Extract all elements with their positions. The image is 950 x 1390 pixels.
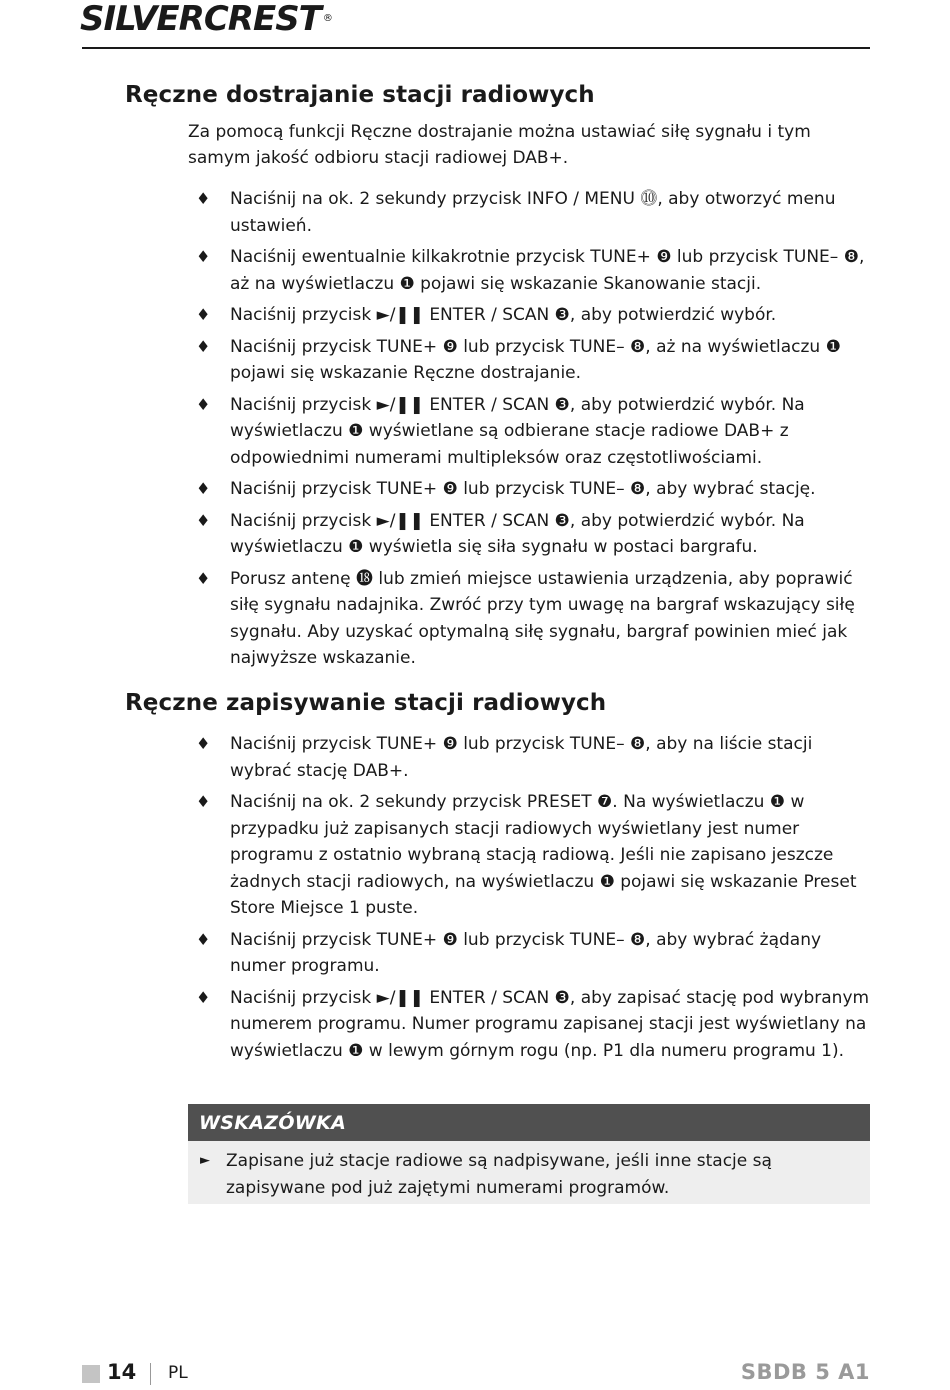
list-item [188, 302, 878, 329]
list-item [188, 731, 878, 784]
manual-saving-steps [188, 731, 878, 1069]
step-text: Porusz antenę ⓲ lub zmień miejsce ustawienia urządzenia, aby poprawić siłę sygnału nadajnika. Zwróć przy tym uwagę na bargraf wskazujący siłę sygnału. Aby uzyskać optymalną siłę sygnału, bargraf powinien mieć jak najwyższe wskazanie. [230, 568, 855, 668]
language-code: PL [168, 1363, 188, 1383]
step-text: Naciśnij na ok. 2 sekundy przycisk PRESET ❼. Na wyświetlaczu ❶ w przypadku już zapisanych stacji radiowych wyświetlany jest numer programu z ostatnio wybraną stacją radiową. Jeśli nie zapisano jeszcze żadnych stacji radiowych, na wyświetlaczu ❶ pojawi się wskazanie Preset Store Miejsce 1 puste. [230, 792, 857, 918]
step-text: Naciśnij przycisk ►/❚❚ ENTER / SCAN ❸, aby zapisać stację pod wybranym numerem programu. Numer programu zapisanej stacji jest wyświetlany na wyświetlaczu ❶ w lewym górnym rogu (np. P1 dla numeru programu 1). [230, 987, 870, 1061]
diamond-bullet-icon: ♦ [196, 336, 211, 356]
step-text: Naciśnij przycisk ►/❚❚ ENTER / SCAN ❸, aby potwierdzić wybór. [230, 305, 777, 325]
diamond-bullet-icon: ♦ [196, 247, 211, 266]
diamond-bullet-icon: ♦ [196, 510, 211, 530]
footer-square [82, 1365, 100, 1383]
diamond-bullet-icon: ♦ [196, 394, 211, 414]
section-title-manual-saving: Ręczne zapisywanie stacji radiowych [125, 690, 607, 716]
section-intro: Za pomocą funkcji Ręczne dostrajanie można ustawiać siłę sygnału i tym samym jakość odbioru stacji radiowej DAB+. [188, 122, 811, 168]
list-item [188, 927, 878, 980]
step-text: Naciśnij przycisk TUNE+ ❾ lub przycisk TUNE– ❽, aby wybrać stację. [230, 479, 816, 499]
footer-separator [150, 1363, 151, 1385]
model-number: SBDB 5 A1 [740, 1360, 870, 1384]
step-text: Naciśnij ewentualnie kilkakrotnie przycisk TUNE+ ❾ lub przycisk TUNE– ❽, aż na wyświetlaczu ❶ pojawi się wskazanie Skanowanie stacji. [230, 247, 865, 294]
step-text: Naciśnij na ok. 2 sekundy przycisk INFO / MENU ⓾, aby otworzyć menu ustawień. [230, 189, 836, 236]
step-text: Naciśnij przycisk TUNE+ ❾ lub przycisk TUNE– ❽, aby na liście stacji wybrać stację DAB+. [230, 734, 813, 781]
header-rule [82, 47, 870, 49]
manual-tuning-steps [188, 186, 878, 677]
step-text: Naciśnij przycisk TUNE+ ❾ lub przycisk TUNE– ❽, aby wybrać żądany numer programu. [230, 929, 822, 976]
step-text: Naciśnij przycisk TUNE+ ❾ lub przycisk TUNE– ❽, aż na wyświetlaczu ❶ pojawi się wskazanie Ręczne dostrajanie. [230, 336, 841, 383]
list-item [188, 244, 878, 297]
note-body [188, 1141, 870, 1201]
list-item [188, 334, 878, 387]
diamond-bullet-icon: ♦ [196, 929, 211, 949]
registered-mark: ® [322, 13, 332, 24]
list-item [188, 186, 878, 239]
diamond-bullet-icon: ♦ [196, 568, 211, 588]
brand-logo [80, 0, 332, 38]
step-text: Naciśnij przycisk ►/❚❚ ENTER / SCAN ❸, aby potwierdzić wybór. Na wyświetlaczu ❶ wyświetla się siła sygnału w postaci bargrafu. [230, 510, 805, 557]
list-item [188, 508, 878, 561]
diamond-bullet-icon: ♦ [196, 792, 211, 811]
section-title-manual-tuning: Ręczne dostrajanie stacji radiowych [125, 82, 595, 108]
diamond-bullet-icon: ♦ [196, 305, 211, 324]
list-item [188, 392, 878, 472]
arrow-bullet-icon: ► [200, 1153, 210, 1168]
diamond-bullet-icon: ♦ [196, 987, 211, 1007]
note-text: Zapisane już stacje radiowe są nadpisywane, jeśli inne stacje są zapisywane pod już zajętymi numerami programów. [226, 1151, 772, 1198]
diamond-bullet-icon: ♦ [196, 479, 211, 498]
note-box [188, 1104, 870, 1204]
list-item [188, 566, 878, 672]
note-title: WSKAZÓWKA [188, 1104, 870, 1141]
diamond-bullet-icon: ♦ [196, 734, 211, 753]
diamond-bullet-icon: ♦ [196, 189, 211, 208]
page-number: 14 [107, 1360, 137, 1384]
list-item [188, 789, 878, 922]
brand-name: SILVERCREST [80, 0, 321, 39]
list-item [188, 985, 878, 1065]
list-item [188, 476, 878, 503]
step-text: Naciśnij przycisk ►/❚❚ ENTER / SCAN ❸, aby potwierdzić wybór. Na wyświetlaczu ❶ wyświetlane są odbierane stacje radiowe DAB+ z odpowiednimi numerami multipleksów oraz częstotliwościami. [230, 394, 805, 468]
